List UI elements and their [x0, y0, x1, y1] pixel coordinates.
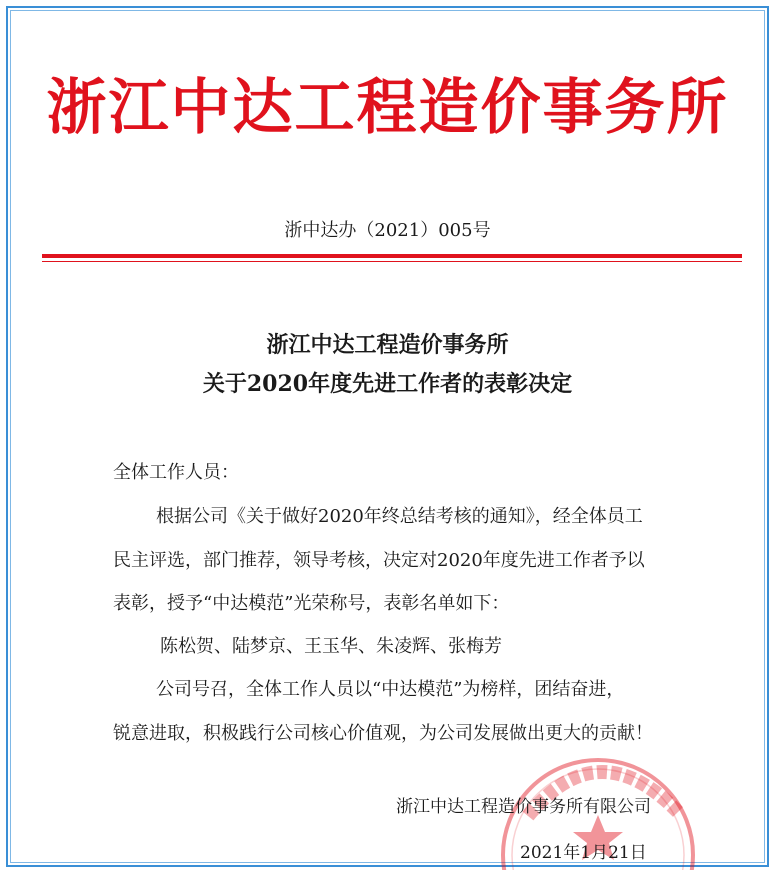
salutation: 全体工作人员：	[113, 462, 239, 483]
signature-date: 2021年1月21日	[520, 843, 647, 863]
letterhead-title: 浙江中达工程造价事务所	[46, 73, 729, 143]
paragraph-1-line-3: 表彰，授予“中达模范”光荣称号，表彰名单如下：	[113, 593, 510, 614]
paragraph-1-line-2: 民主评选，部门推荐，领导考核，决定对2020年度先进工作者予以	[113, 550, 645, 571]
document-number: 浙中达办（2021）005号	[284, 220, 491, 241]
paragraph-1-line-1: 根据公司《关于做好2020年终总结考核的通知》，经全体员工	[156, 506, 643, 527]
paragraph-2-line-2: 锐意进取，积极践行公司核心价值观，为公司发展做出更大的贡献！	[113, 723, 653, 744]
letterhead-divider-thick	[42, 254, 742, 258]
document-title-line-1: 浙江中达工程造价事务所	[266, 332, 509, 358]
honoree-list: 陈松贺、陆梦京、王玉华、朱凌辉、张梅芳	[160, 636, 502, 657]
document-title-line-2: 关于2020年度先进工作者的表彰决定	[202, 371, 573, 397]
signature-company-name: 浙江中达工程造价事务所有限公司	[396, 797, 651, 817]
letterhead-divider-thin	[42, 261, 742, 262]
paragraph-2-line-1: 公司号召，全体工作人员以“中达模范”为榜样，团结奋进，	[156, 679, 625, 700]
